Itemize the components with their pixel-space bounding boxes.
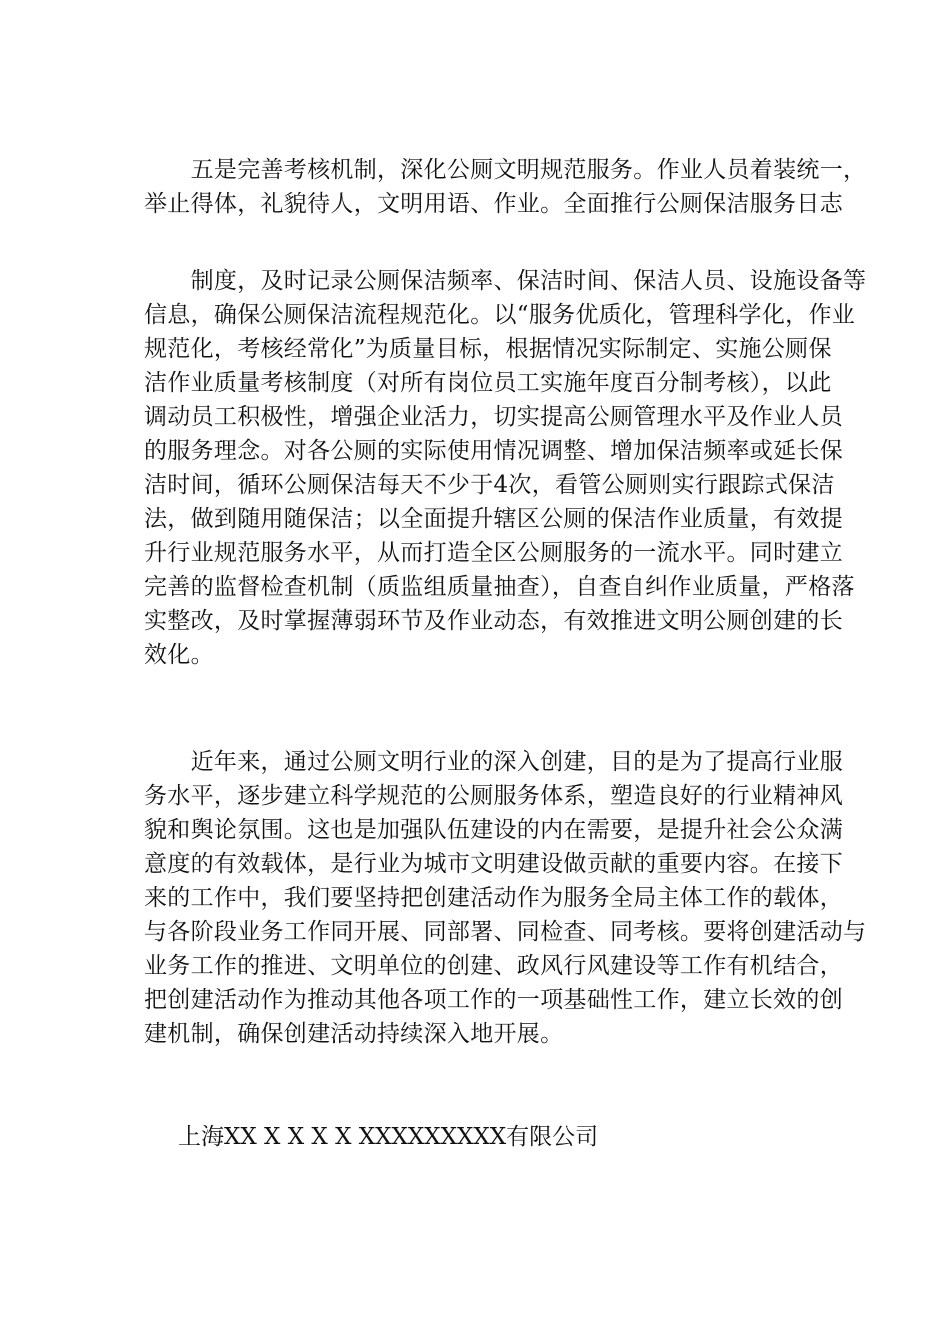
company-signature: 上海XX X X X X XXXXXXXXX有限公司: [178, 1124, 599, 1150]
text-line: 意度的有效载体，是行业为城市文明建设做贡献的重要内容。在接下: [144, 851, 843, 877]
text-line: 法，做到随用随保洁；以全面提升辖区公厕的保洁作业质量，有效提: [144, 506, 843, 532]
paragraph-assessment-mechanism: [144, 153, 867, 221]
text-line: 完善的监督检查机制（质监组质量抽查），自查自纠作业质量，严格落: [144, 574, 855, 600]
text-line: 制度，及时记录公厕保洁频率、保洁时间、保洁人员、设施设备等: [144, 268, 867, 294]
text-line: 五是完善考核机制，深化公厕文明规范服务。作业人员着装统一，: [144, 157, 867, 183]
text-line: 效化。: [144, 642, 214, 668]
text-line: 洁时间，循环公厕保洁每天不少于4次，看管公厕则实行跟踪式保洁: [144, 472, 835, 498]
paragraph-cleaning-log-system: [144, 264, 867, 672]
text-line: 升行业规范服务水平，从而打造全区公厕服务的一流水平。同时建立: [144, 540, 843, 566]
text-line: 貌和舆论氛围。这也是加强队伍建设的内在需要，是提升社会公众满: [144, 817, 843, 843]
text-line: 规范化，考核经常化”为质量目标，根据情况实际制定、实施公厕保: [144, 336, 832, 362]
text-line: 务水平，逐步建立科学规范的公厕服务体系，塑造良好的行业精神风: [144, 783, 843, 809]
text-line: 来的工作中，我们要坚持把创建活动作为服务全局主体工作的载体，: [144, 885, 843, 911]
text-line: 建机制，确保创建活动持续深入地开展。: [144, 1021, 564, 1047]
text-line: 的服务理念。对各公厕的实际使用情况调整、增加保洁频率或延长保: [144, 438, 843, 464]
text-line: 洁作业质量考核制度（对所有岗位员工实施年度百分制考核），以此: [144, 370, 832, 396]
text-line: 业务工作的推进、文明单位的创建、政风行风建设等工作有机结合，: [144, 953, 843, 979]
text-line: 调动员工积极性，增强企业活力，切实提高公厕管理水平及作业人员: [144, 404, 843, 430]
text-line: 与各阶段业务工作同开展、同部署、同检查、同考核。要将创建活动与: [144, 919, 867, 945]
text-line: 信息，确保公厕保洁流程规范化。以“服务优质化，管理科学化，作业: [144, 302, 856, 328]
paragraph-recent-years: [144, 745, 867, 1051]
text-line: 举止得体，礼貌待人，文明用语、作业。全面推行公厕保洁服务日志: [144, 191, 843, 217]
text-line: 把创建活动作为推动其他各项工作的一项基础性工作，建立长效的创: [144, 987, 843, 1013]
text-line: 实整改，及时掌握薄弱环节及作业动态，有效推进文明公厕创建的长: [144, 608, 843, 634]
text-line: 近年来，通过公厕文明行业的深入创建，目的是为了提高行业服: [144, 749, 843, 775]
